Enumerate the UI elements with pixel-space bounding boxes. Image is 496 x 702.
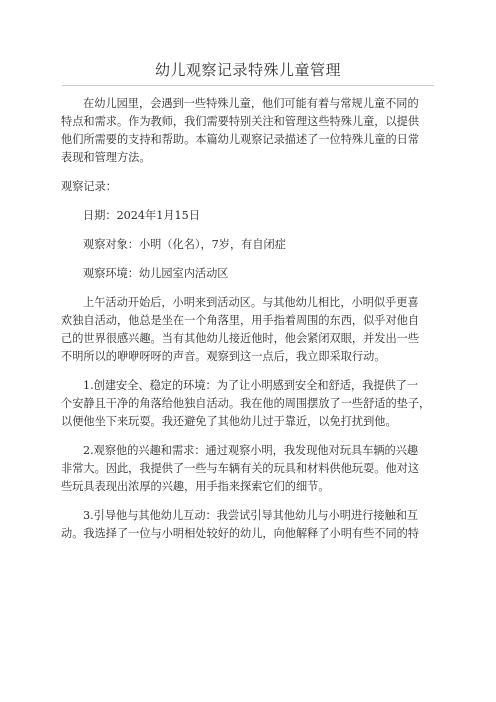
text-line: 非常大。因此，我提供了一些与车辆有关的玩具和材料供他玩耍。他对这 — [61, 462, 420, 475]
text-line: 上午活动开始后，小明来到活动区。与其他幼儿相比，小明似乎更喜 — [83, 296, 419, 309]
management-item-1 — [61, 377, 438, 431]
text-line: 欢独自活动，他总是坐在一个角落里，用手指着周围的东西，似乎对他自 — [61, 314, 420, 327]
text-line: 以便他坐下来玩耍。我还避免了其他幼儿过于靠近，以免打扰到他。 — [61, 415, 397, 428]
observation-subject: 观察对象：小明（化名），7岁，有自闭症 — [83, 238, 286, 251]
text-line: 在幼儿园里，会遇到一些特殊儿童，他们可能有着与常规儿童不同的 — [83, 97, 419, 110]
management-item-3 — [61, 507, 438, 543]
text-line: 不明所以的咿咿呀呀的声音。观察到这一点后，我立即采取行动。 — [61, 350, 386, 363]
text-line: 表现和管理方法。 — [61, 151, 151, 164]
record-label: 观察记录： — [61, 180, 117, 193]
observation-environment: 观察环境：幼儿园室内活动区 — [83, 267, 229, 280]
text-line: 特点和需求。作为教师，我们需要特别关注和管理这些特殊儿童，以提供 — [61, 115, 420, 128]
text-line: 1.创建安全、稳定的环境：为了让小明感到安全和舒适，我提供了一 — [83, 379, 419, 392]
document-title: 幼儿观察记录特殊儿童管理 — [154, 61, 341, 79]
text-line: 些玩具表现出浓厚的兴趣，用手指来探索它们的细节。 — [61, 480, 330, 493]
observation-paragraph — [61, 294, 438, 366]
text-line: 个安静且干净的角落给他独自活动。我在他的周围摆放了一些舒适的垫子， — [61, 397, 431, 410]
text-line: 2.观察他的兴趣和需求：通过观察小明，我发现他对玩具车辆的兴趣 — [83, 444, 419, 457]
text-line: 动。我选择了一位与小明相处较好的幼儿，向他解释了小明有些不同的特 — [61, 527, 420, 540]
text-line: 3.引导他与其他幼儿互动：我尝试引导其他幼儿与小明进行接触和互 — [83, 509, 419, 522]
text-line: 己的世界很感兴趣。当有其他幼儿接近他时，他会紧闭双眼，并发出一些 — [61, 332, 420, 345]
intro-paragraph — [61, 95, 438, 167]
observation-date: 日期：2024年1月15日 — [83, 209, 200, 222]
management-item-2 — [61, 442, 438, 496]
text-line: 他们所需要的支持和帮助。本篇幼儿观察记录描述了一位特殊儿童的日常 — [61, 133, 420, 146]
document-body — [61, 95, 438, 554]
title-divider — [62, 85, 434, 86]
